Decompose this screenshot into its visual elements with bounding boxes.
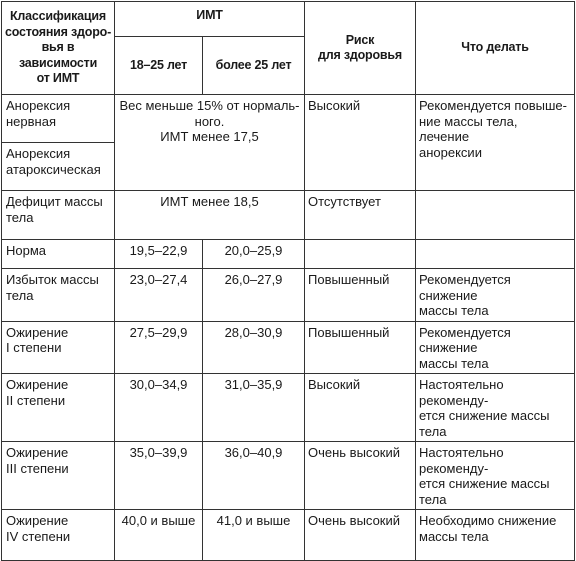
bmi-over-25: 26,0–27,9 [203, 269, 305, 322]
row-label: Анорексия нервная [2, 95, 115, 143]
header-age-18-25: 18–25 лет [115, 37, 203, 95]
table-row-anorexia-nervosa [2, 95, 575, 143]
header-age-over-25: более 25 лет [203, 37, 305, 95]
action-value: Необходимо снижение массы тела [416, 510, 575, 561]
table-row-normal [2, 240, 575, 269]
header-risk: Риск для здоровья [305, 2, 416, 95]
header-action: Что делать [416, 2, 575, 95]
table-row-overweight [2, 269, 575, 322]
header-row-1 [2, 2, 575, 37]
bmi-over-25: 41,0 и выше [203, 510, 305, 561]
action-value: Рекомендуется снижение массы тела [416, 321, 575, 374]
risk-value: Очень высокий [305, 510, 416, 561]
action-value: Рекомендуется снижение массы тела [416, 269, 575, 322]
risk-value: Очень высокий [305, 442, 416, 510]
table-row-obesity-2 [2, 374, 575, 442]
bmi-18-25: 40,0 и выше [115, 510, 203, 561]
row-label: Избыток массы тела [2, 269, 115, 322]
risk-value: Высокий [305, 374, 416, 442]
risk-value [305, 240, 416, 269]
bmi-18-25: 30,0–34,9 [115, 374, 203, 442]
action-value [416, 191, 575, 240]
risk-value: Отсутствует [305, 191, 416, 240]
bmi-value-merged: Вес меньше 15% от нормаль- ного. ИМТ менее 17,5 [115, 95, 305, 191]
bmi-over-25: 31,0–35,9 [203, 374, 305, 442]
action-value: Настоятельно рекоменду- ется снижение массы тела [416, 442, 575, 510]
action-value [416, 240, 575, 269]
bmi-value-merged: ИМТ менее 18,5 [115, 191, 305, 240]
table-row-obesity-4 [2, 510, 575, 561]
table-row-obesity-1 [2, 321, 575, 374]
bmi-18-25: 19,5–22,9 [115, 240, 203, 269]
action-value: Настоятельно рекоменду- ется снижение массы тела [416, 374, 575, 442]
bmi-over-25: 28,0–30,9 [203, 321, 305, 374]
bmi-over-25: 20,0–25,9 [203, 240, 305, 269]
row-label: Дефицит массы тела [2, 191, 115, 240]
row-label: Анорексия атароксическая [2, 143, 115, 191]
risk-value: Высокий [305, 95, 416, 191]
risk-value: Повышенный [305, 321, 416, 374]
bmi-classification-table [1, 1, 575, 561]
row-label: Ожирение I степени [2, 321, 115, 374]
bmi-18-25: 27,5–29,9 [115, 321, 203, 374]
table-row-obesity-3 [2, 442, 575, 510]
table-row-underweight [2, 191, 575, 240]
row-label: Ожирение III степени [2, 442, 115, 510]
row-label: Норма [2, 240, 115, 269]
bmi-over-25: 36,0–40,9 [203, 442, 305, 510]
bmi-18-25: 35,0–39,9 [115, 442, 203, 510]
header-imt: ИМТ [115, 2, 305, 37]
bmi-18-25: 23,0–27,4 [115, 269, 203, 322]
row-label: Ожирение IV степени [2, 510, 115, 561]
action-value: Рекомендуется повыше- ние массы тела, лечение анорексии [416, 95, 575, 191]
risk-value: Повышенный [305, 269, 416, 322]
header-classification: Классификация состояния здоро- вья в зависимости от ИМТ [2, 2, 115, 95]
row-label: Ожирение II степени [2, 374, 115, 442]
